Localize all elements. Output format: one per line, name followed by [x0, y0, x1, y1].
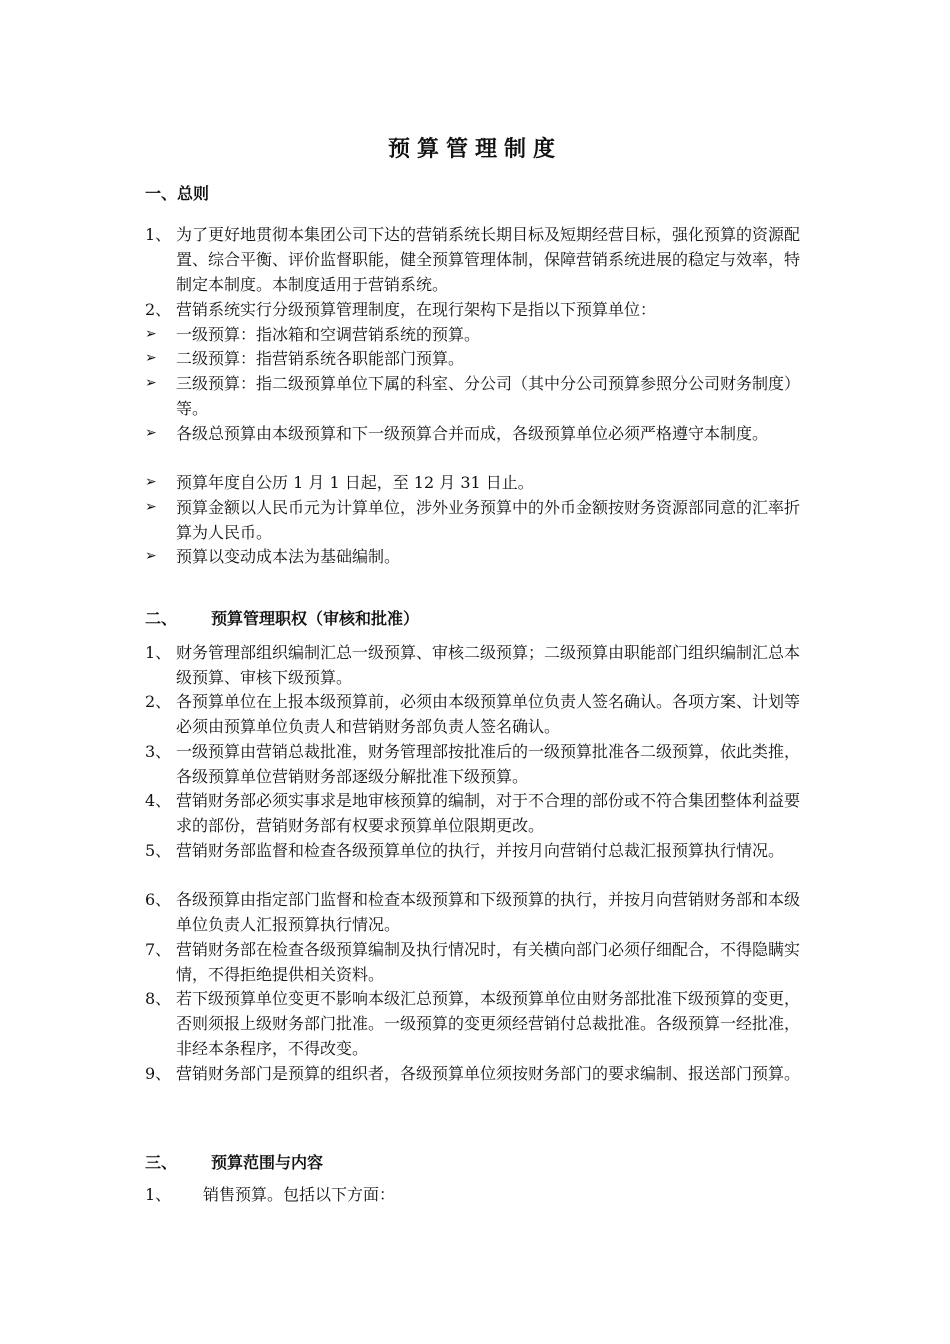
bullet-item	[145, 346, 810, 371]
item-text: 营销财务部必须实事求是地审核预算的编制，对于不合理的部份或不符合集团整体利益要求的部份，营销财务部有权要求预算单位限期更改。	[176, 791, 801, 835]
list-item	[145, 1061, 810, 1086]
arrow-bullet-icon: ➢	[145, 425, 157, 441]
section-title: 预算管理职权（审核和批准）	[211, 609, 420, 628]
section-heading-authority	[145, 606, 419, 629]
item-number: 4、	[145, 791, 172, 810]
item-text: 预算金额以人民币元为计算单位，涉外业务预算中的外币金额按财务资源部同意的汇率折算为人民币。	[176, 498, 801, 542]
section-title: 预算范围与内容	[211, 1153, 324, 1172]
bullet-item	[145, 495, 810, 545]
list-item	[145, 838, 810, 863]
section-heading-scope	[145, 1150, 323, 1173]
section-number: 二、	[145, 609, 178, 628]
item-text: 预算以变动成本法为基础编制。	[176, 547, 401, 566]
arrow-bullet-icon: ➢	[145, 548, 157, 564]
item-text: 营销系统实行分级预算管理制度，在现行架构下是指以下预算单位：	[176, 300, 657, 319]
item-text: 一级预算由营销总裁批准，财务管理部按批准后的一级预算批准各二级预算，依此类推，各级预算单位营销财务部逐级分解批准下级预算。	[176, 742, 801, 786]
bullet-item	[145, 322, 810, 347]
list-item	[145, 887, 810, 937]
item-number: 6、	[145, 890, 172, 909]
section-title: 总则	[177, 184, 210, 203]
arrow-bullet-icon: ➢	[145, 326, 157, 342]
item-number: 1、	[145, 1185, 172, 1204]
bullet-item	[145, 544, 810, 569]
item-number: 5、	[145, 841, 172, 860]
bullet-item	[145, 421, 810, 446]
item-text: 财务管理部组织编制汇总一级预算、审核二级预算；二级预算由职能部门组织编制汇总本级预算、审核下级预算。	[176, 643, 801, 687]
list-item	[145, 986, 810, 1061]
item-text: 预算年度自公历 1 月 1 日起，至 12 月 31 日止。	[176, 473, 534, 492]
list-item	[145, 739, 810, 789]
arrow-bullet-icon: ➢	[145, 375, 157, 391]
bullet-item	[145, 371, 810, 421]
item-text: 营销财务部监督和检查各级预算单位的执行，并按月向营销付总裁汇报预算执行情况。	[176, 841, 785, 860]
item-text: 营销财务部在检查各级预算编制及执行情况时，有关横向部门必须仔细配合，不得隐瞒实情，不得拒绝提供相关资料。	[176, 940, 801, 984]
item-number: 8、	[145, 989, 172, 1008]
item-number: 1、	[145, 643, 172, 662]
item-text: 若下级预算单位变更不影响本级汇总预算，本级预算单位由财务部批准下级预算的变更，否则须报上级财务部门批准。一级预算的变更须经营销付总裁批准。各级预算一经批准，非经本条程序，不得改变。	[176, 989, 801, 1058]
item-number: 7、	[145, 940, 172, 959]
item-text: 各级总预算由本级预算和下一级预算合并而成，各级预算单位必须严格遵守本制度。	[176, 424, 769, 443]
list-item	[145, 937, 810, 987]
list-item	[145, 788, 810, 838]
item-text: 二级预算：指营销系统各职能部门预算。	[176, 349, 465, 368]
item-text: 为了更好地贯彻本集团公司下达的营销系统长期目标及短期经营目标，强化预算的资源配置、综合平衡、评价监督职能，健全预算管理体制，保障营销系统进展的稳定与效率，特制定本制度。本制度适用于营销系统。	[176, 225, 801, 294]
item-number: 3、	[145, 742, 172, 761]
item-text: 营销财务部门是预算的组织者，各级预算单位须按财务部门的要求编制、报送部门预算。	[176, 1064, 801, 1083]
document-title: 预算管理制度	[387, 137, 562, 162]
item-text: 一级预算：指冰箱和空调营销系统的预算。	[176, 325, 481, 344]
section-heading-general	[145, 181, 209, 204]
item-text: 各预算单位在上报本级预算前，必须由本级预算单位负责人签名确认。各项方案、计划等必须由预算单位负责人和营销财务部负责人签名确认。	[176, 692, 801, 736]
list-item	[145, 222, 810, 297]
item-number: 2、	[145, 300, 172, 319]
section-number: 三、	[145, 1153, 178, 1172]
list-item	[145, 1182, 810, 1207]
item-text: 各级预算由指定部门监督和检查本级预算和下级预算的执行，并按月向营销财务部和本级单位负责人汇报预算执行情况。	[176, 890, 801, 934]
item-number: 2、	[145, 692, 172, 711]
list-item	[145, 297, 810, 322]
item-number: 1、	[145, 225, 172, 244]
section-number: 一、	[145, 184, 178, 203]
arrow-bullet-icon: ➢	[145, 474, 157, 490]
arrow-bullet-icon: ➢	[145, 499, 157, 515]
arrow-bullet-icon: ➢	[145, 350, 157, 366]
item-text: 三级预算：指二级预算单位下属的科室、分公司（其中分公司预算参照分公司财务制度）等。	[176, 374, 801, 418]
list-item	[145, 689, 810, 739]
bullet-item	[145, 470, 810, 495]
list-item	[145, 640, 810, 690]
item-number: 9、	[145, 1064, 172, 1083]
item-text: 销售预算。包括以下方面：	[203, 1185, 396, 1204]
